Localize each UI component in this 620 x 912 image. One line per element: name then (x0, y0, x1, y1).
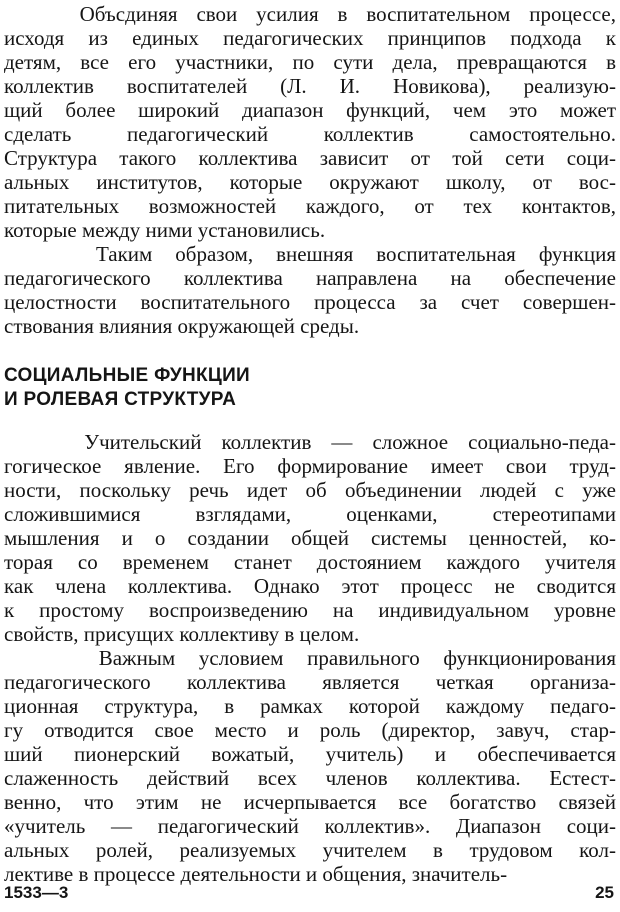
paragraph-3-line: сложившимися взглядами, оценками, стереотипами (4, 502, 616, 526)
section-heading-line-1: СОЦИАЛЬНЫЕ ФУНКЦИИ (4, 365, 250, 386)
paragraph-2-line: ствования влияния окружающей среды. (4, 314, 360, 338)
paragraph-3-line: торая со временем станет достоянием каждого учителя (4, 550, 616, 574)
signature-mark: 1533—3 (4, 883, 69, 902)
paragraph-4-line: слаженность действий всех членов коллектива. Естест- (4, 766, 616, 790)
paragraph-4-line: педагогического коллектива является четкая организа- (4, 670, 616, 694)
paragraph-4-line: Важным условием правильного функционирования (4, 646, 616, 670)
paragraph-4-line: альных ролей, реализуемых учителем в трудовом кол- (4, 838, 616, 862)
paragraph-1-line: Структура такого коллектива зависит от той сети соци- (4, 146, 616, 170)
paragraph-1-line: альных институтов, которые окружают школу, от вос- (4, 170, 616, 194)
paragraph-2-line: целостности воспитательного процесса за счет совершен- (4, 290, 616, 314)
paragraph-1-line: которые между ними установились. (4, 218, 326, 242)
paragraph-3-line: ности, поскольку речь идет об объединении людей с уже (4, 478, 616, 502)
paragraph-1-line: исходя из единых педагогических принципов подхода к (4, 26, 616, 50)
paragraph-2-line: Таким образом, внешняя воспитательная функция (4, 242, 616, 266)
paragraph-3-line: свойств, присущих коллективу в целом. (4, 622, 360, 646)
paragraph-3-line: Учительский коллектив — сложное социально-педа- (4, 430, 616, 454)
paragraph-1-line: Объсдиняя свои усилия в воспитательном процессе, (4, 2, 616, 26)
paragraph-3-line: мышления и о создании общей системы ценностей, ко- (4, 526, 616, 550)
paragraph-4-line: ционная структура, в рамках которой каждому педаго- (4, 694, 616, 718)
paragraph-1-line: коллектив воспитателей (Л. И. Новикова), реализую- (4, 74, 616, 98)
paragraph-4-line: гу отводится свое место и роль (директор, завуч, стар- (4, 718, 616, 742)
paragraph-1-line: питательных возможностей каждого, от тех контактов, (4, 194, 616, 218)
paragraph-1-line: детям, все его участники, по сути дела, превращаются в (4, 50, 616, 74)
paragraph-3-line: гогическое явление. Его формирование имеет свои труд- (4, 454, 616, 478)
page-number: 25 (595, 883, 614, 902)
paragraph-1-line: сделать педагогический коллектив самостоятельно. (4, 122, 616, 146)
paragraph-1-line: щий более широкий диапазон функций, чем это может (4, 98, 616, 122)
section-heading-line-2: И РОЛЕВАЯ СТРУКТУРА (4, 389, 237, 410)
paragraph-4-line: «учитель — педагогический коллектив». Диапазон соци- (4, 814, 616, 838)
paragraph-3-line: к простому воспроизведению на индивидуальном уровне (4, 598, 616, 622)
paragraph-2-line: педагогического коллектива направлена на обеспечение (4, 266, 616, 290)
paragraph-4-line: ший пионерский вожатый, учитель) и обеспечивается (4, 742, 616, 766)
paragraph-4-line: венно, что этим не исчерпывается все богатство связей (4, 790, 616, 814)
paragraph-4-line: лективе в процессе деятельности и общения, значитель- (4, 862, 508, 886)
paragraph-3-line: как члена коллектива. Однако этот процесс не сводится (4, 574, 616, 598)
